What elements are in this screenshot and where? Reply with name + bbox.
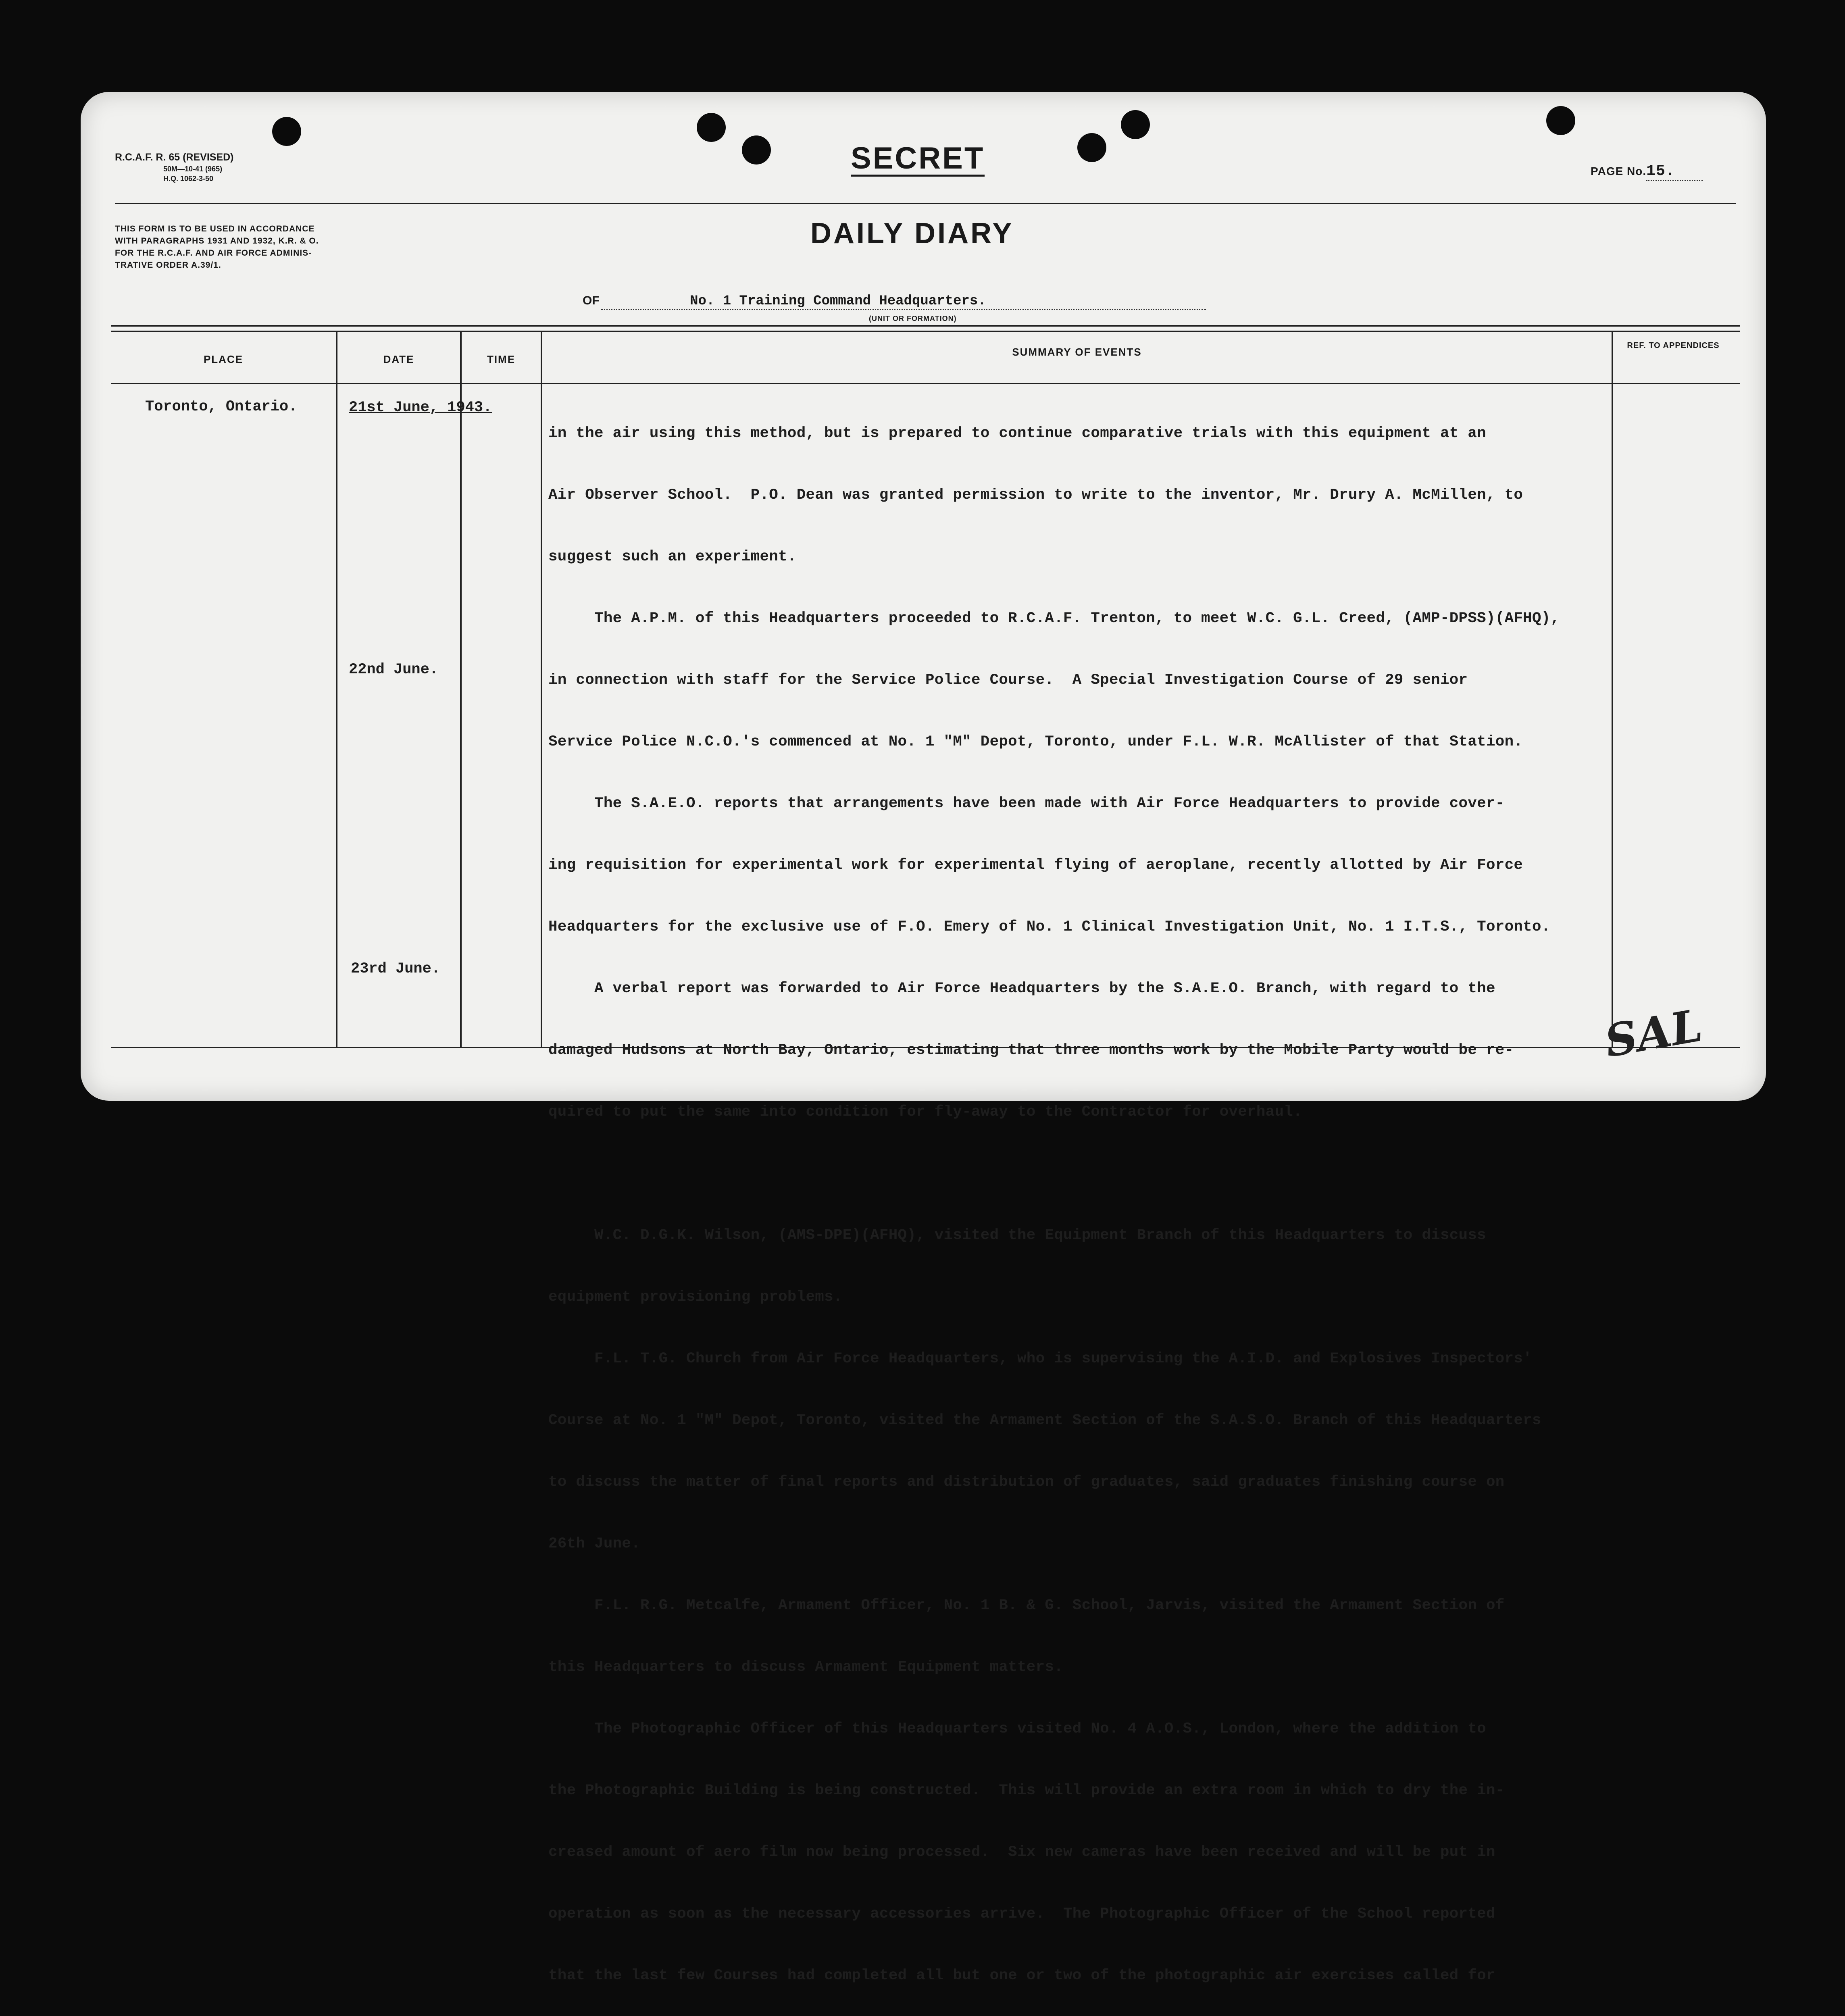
summary-line: W.C. D.G.K. Wilson, (AMS-DPE)(AFHQ), visited the Equipment Branch of this Headquarters to discuss [548,1227,1486,1244]
summary-line: that the last few Courses had completed all but one or two of the photographic air exercises called for [548,1967,1495,1984]
summary-line: creased amount of aero film now being processed. Six new cameras have been received and will be put in [548,1844,1495,1861]
punch-hole [742,135,771,165]
summary-line: in the air using this method, but is prepared to continue comparative trials with this equipment at an [548,425,1486,442]
punch-hole [1546,106,1575,135]
page-number-label: PAGE No. [1591,165,1647,177]
table-top-rule [111,325,1740,327]
unit-name: No. 1 Training Command Headquarters. [601,294,1206,310]
summary-line: this Headquarters to discuss Armament Equipment matters. [548,1659,1064,1676]
of-label: OF [583,294,600,307]
classification-heading: SECRET [851,142,985,177]
page-title: DAILY DIARY [810,217,1014,250]
summary-line: The A.P.M. of this Headquarters proceeded to R.C.A.F. Trenton, to meet W.C. G.L. Creed, (AMP-DPSS)(AFHQ), [548,610,1560,627]
table-top-rule-2 [111,331,1740,332]
column-header-place: PLACE [203,353,244,365]
summary-line: in connection with staff for the Service Police Course. A Special Investigation Course of 29 senior [548,672,1468,689]
instruction-line: WITH PARAGRAPHS 1931 AND 1932, K.R. & O. [115,236,319,246]
column-header-time: TIME [487,353,516,365]
unit-line [583,294,1206,310]
date-entry-23: 23rd June. [351,960,441,977]
summary-line: ing requisition for experimental work for experimental flying of aeroplane, recently allotted by Air Force [548,857,1523,874]
punch-hole [272,117,301,146]
summary-line: suggest such an experiment. [548,548,797,565]
summary-line: F.L. T.G. Church from Air Force Headquarters, who is supervising the A.I.D. and Explosives Inspectors' [548,1350,1532,1367]
summary-line: to discuss the matter of final reports and distribution of graduates, said graduates finishing course on [548,1474,1505,1491]
form-hq-code: H.Q. 1062-3-50 [163,175,214,183]
header-divider [115,203,1736,204]
column-header-ref: REF. TO APPENDICES [1627,341,1720,350]
summary-line: A verbal report was forwarded to Air Force Headquarters by the S.A.E.O. Branch, with regard to the [548,980,1495,997]
page-number-value: 15. [1646,162,1703,181]
instruction-line: TRATIVE ORDER A.39/1. [115,260,221,270]
summary-line: the Photographic Building is being constructed. This will provide an extra room in which to dry the in- [548,1782,1505,1799]
date-entry-21: 21st June, 1943. [349,399,492,416]
summary-line: operation as soon as the necessary accessories arrive. The Photographic Officer of the School reported [548,1906,1495,1922]
instruction-line: THIS FORM IS TO BE USED IN ACCORDANCE [115,224,315,233]
summary-line: Headquarters for the exclusive use of F.O. Emery of No. 1 Clinical Investigation Unit, No. 1 I.T.S., Toronto. [548,918,1551,935]
page-number [1591,162,1703,181]
diary-sheet [81,92,1766,1984]
column-header-date: DATE [383,353,414,365]
instruction-line: FOR THE R.C.A.F. AND AIR FORCE ADMINIS- [115,248,312,258]
summary-line: damaged Hudsons at North Bay, Ontario, estimating that three months work by the Mobile Party would be re- [548,1042,1514,1059]
column-header-summary: SUMMARY OF EVENTS [1012,346,1142,358]
summary-line: Course at No. 1 "M" Depot, Toronto, visited the Armament Section of the S.A.S.O. Branch of this Headquarters [548,1412,1541,1429]
form-number: R.C.A.F. R. 65 (REVISED) [115,152,234,163]
form-reference [115,150,234,183]
summary-line: Service Police N.C.O.'s commenced at No. 1 "M" Depot, Toronto, under F.L. W.R. McAllister of that Station. [548,733,1523,750]
summary-line: 26th June. [548,1535,641,1552]
col-divider-date [460,331,462,1047]
summary-line: The Photographic Officer of this Headquarters visited No. 4 A.O.S., London, where the addition to [548,1720,1486,1737]
punch-hole [697,113,726,142]
col-divider-place [336,331,337,1047]
summary-of-events [548,382,1609,2016]
col-divider-summary [1612,331,1613,1047]
form-instructions [115,223,319,271]
summary-line [548,1164,1609,1184]
summary-line: quired to put the same into condition for fly-away to the Contractor for overhaul. [548,1104,1302,1120]
summary-line: The S.A.E.O. reports that arrangements have been made with Air Force Headquarters to provide cover- [548,795,1505,812]
handwritten-initials: SAL [1601,999,1706,1068]
date-entry-22: 22nd June. [349,661,439,678]
summary-line: equipment provisioning problems. [548,1289,843,1306]
summary-line: F.L. R.G. Metcalfe, Armament Officer, No. 1 B. & G. School, Jarvis, visited the Armament Section of [548,1597,1505,1614]
form-print-code: 50M—10-41 (965) [163,165,223,173]
punch-hole [1077,133,1106,162]
summary-line: Air Observer School. P.O. Dean was granted permission to write to the inventor, Mr. Drury A. McMillen, to [548,487,1523,504]
punch-hole [1121,110,1150,139]
place-entry: Toronto, Ontario. [145,398,298,415]
col-divider-time [541,331,542,1047]
unit-caption: (UNIT OR FORMATION) [869,314,957,323]
